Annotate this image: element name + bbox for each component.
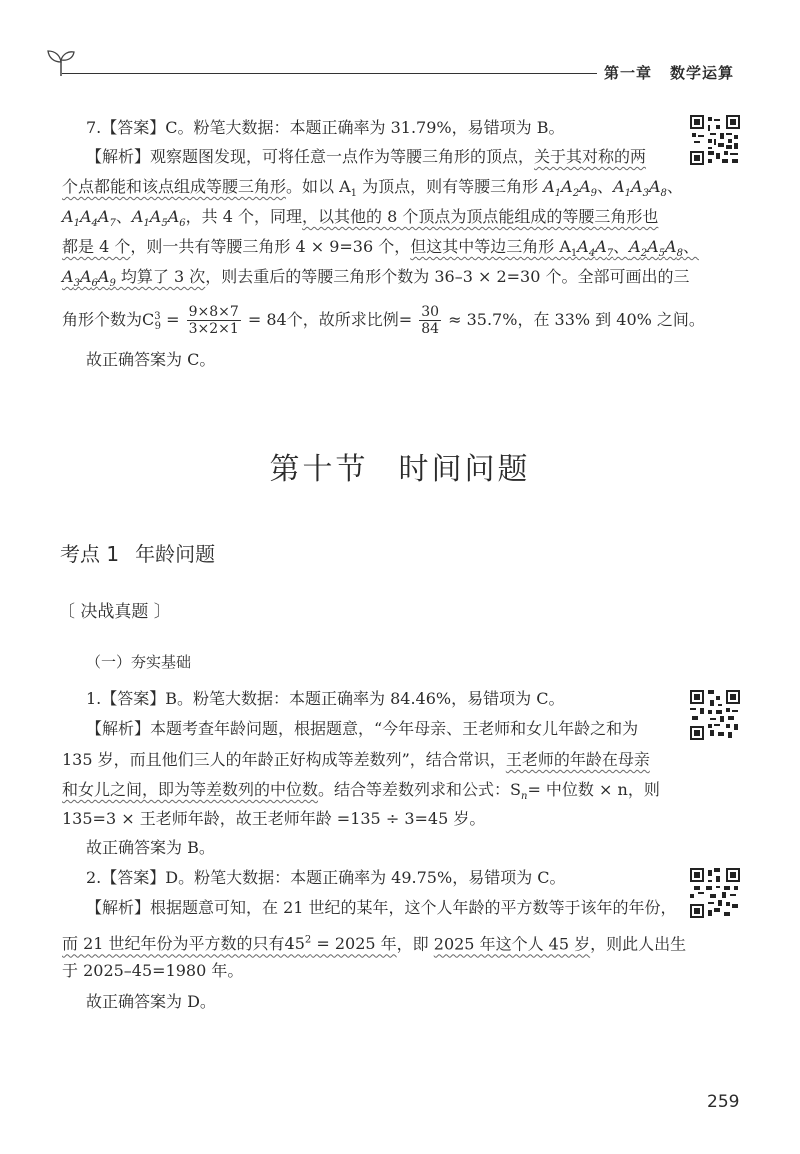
q7-analysis-text: 【解析】观察题图发现，可将任意一点作为等腰三角形的顶点， xyxy=(86,147,535,166)
q7-analysis-line-3: $A_1A_4A_7$、$A_1A_5A_6$，共 4 个，同理，以其他的 8 个顶点为顶点能组成的等腰三角形也 xyxy=(62,207,659,230)
q1-analysis-text: 。结合等差数列求和公式：S xyxy=(318,780,521,799)
chapter-title: 数学运算 xyxy=(670,64,735,82)
q7-analysis-text: ，则一共有等腰三角形 4 × 9=36 个， xyxy=(130,237,411,256)
q7-analysis-text: 。如以 A xyxy=(286,177,351,196)
q1-analysis-emphasis: 王老师的年龄在母亲 xyxy=(505,750,650,769)
q7-analysis-line-1 xyxy=(86,146,646,168)
q1-analysis-line-1: 【解析】本题考查年龄问题，根据题意，“今年母亲、王老师和女儿年龄之和为 xyxy=(86,719,639,738)
q7-analysis-line-2: 个点都能和该点组成等腰三角形。如以 $A_1$ 为顶点，则有等腰三角形 $A_1A_2A_9$、$A_1A_3A_8$、 xyxy=(62,177,683,200)
section-name: 时间问题 xyxy=(398,452,531,487)
combination-text: 角形个数为C xyxy=(62,310,155,329)
section-number: 第十节 xyxy=(269,452,369,487)
q7-answer-line: 7.【答案】C。粉笔大数据：本题正确率为 31.79%，易错项为 B。 xyxy=(86,118,565,137)
q7-analysis-line-4: 都是 4 个，则一共有等腰三角形 4 × 9=36 个，但这其中等边三角形 $A_1A_4A_7$、$A_2A_5A_8$、 xyxy=(62,237,699,260)
real-exam-heading: 〔 决战真题 〕 xyxy=(58,602,171,622)
q2-answer-line: 2.【答案】D。粉笔大数据：本题正确率为 49.75%，易错项为 C。 xyxy=(86,868,566,887)
q2-analysis-text: ，即 xyxy=(396,934,434,954)
q1-conclusion: 故正确答案为 B。 xyxy=(86,838,215,857)
fraction-numerator: 30 xyxy=(421,304,440,320)
sub-heading: （一）夯实基础 xyxy=(86,653,192,671)
q7-analysis-emphasis: 关于其对称的两 xyxy=(534,147,647,166)
fraction-combination xyxy=(187,304,241,337)
q1-analysis-line-3: 和女儿之间，即为等差数列的中位数。结合等差数列求和公式：$S_n=$ 中位数 × n，则 xyxy=(62,780,660,803)
q7-analysis-emphasis: 个点都能和该点组成等腰三角形 xyxy=(62,177,287,196)
qr-code-icon xyxy=(690,115,740,165)
fraction-denominator: 3×2×1 xyxy=(188,321,239,337)
q7-analysis-emphasis: 都是 4 个 xyxy=(62,237,131,256)
chapter-header xyxy=(604,62,734,83)
q1-analysis-text: 135 岁，而且他们三人的年龄正好构成等差数列”，结合常识， xyxy=(62,750,506,769)
q7-analysis-emphasis: 但这其中等边三角形 A xyxy=(410,237,571,256)
q1-answer-line: 1.【答案】B。粉笔大数据：本题正确率为 84.46%，易错项为 C。 xyxy=(86,689,565,708)
q2-analysis-text: ，则此人出生 xyxy=(590,934,687,954)
topic-number: 考点 1 xyxy=(60,542,120,566)
math-var: A xyxy=(62,207,74,226)
fraction-numerator: 9×8×7 xyxy=(188,304,239,320)
equals-sign: = xyxy=(161,310,185,329)
q1-analysis-line-2 xyxy=(62,749,650,771)
q2-analysis-line-1: 【解析】根据题意可知，在 21 世纪的某年，这个人年龄的平方数等于该年的年份， xyxy=(86,898,677,917)
page-number: 259 xyxy=(707,1092,740,1112)
topic-heading xyxy=(60,538,215,567)
section-title xyxy=(0,444,800,488)
q2-conclusion: 故正确答案为 D。 xyxy=(86,992,216,1011)
q1-analysis-emphasis: 和女儿之间，即为等差数列的中位数 xyxy=(62,780,319,799)
q7-analysis-text: = 84个，故所求比例= xyxy=(242,310,418,329)
q1-analysis-line-4: 135=3 × 王老师年龄，故王老师年龄 =135 ÷ 3=45 岁。 xyxy=(62,809,486,828)
q2-analysis-emphasis: 而 21 世纪年份为平方数的只有45 xyxy=(62,934,305,954)
fraction-ratio xyxy=(419,304,441,337)
fraction-denominator: 84 xyxy=(421,321,440,337)
q7-analysis-line-5: $A_3A_6A_9$ 均算了 3 次，则去重后的等腰三角形个数为 36–3 × 2=30 个。全部可画出的三 xyxy=(62,267,690,290)
qr-code-icon xyxy=(690,690,740,740)
qr-code-icon xyxy=(690,868,740,918)
header-rule xyxy=(62,73,597,74)
q7-analysis-text: ≈ 35.7%，在 33% 到 40% 之间。 xyxy=(443,310,705,329)
chapter-number: 第一章 xyxy=(604,64,653,82)
q7-analysis-line-6: 角形个数为$C^3_9$ = $\frac{9\times 8\times 7}{3\times 2\times 1}$ = 84个，故所求比例= $\frac{30}{84}$ ≈ 35.7%，在 33% 到 40% 之间。 xyxy=(62,304,705,337)
q2-analysis-emphasis: = 2025 年 xyxy=(311,934,397,954)
q2-analysis-line-2: 而 21 世纪年份为平方数的只有$45^2 = 2025$ 年，即 2025 年这个人 45 岁，则此人出生 xyxy=(62,934,687,954)
q1-analysis-text: = 中位数 × n，则 xyxy=(527,780,660,799)
q2-analysis-line-3: 于 2025–45=1980 年。 xyxy=(62,961,244,980)
topic-name: 年龄问题 xyxy=(135,542,216,566)
q7-conclusion: 故正确答案为 C。 xyxy=(86,350,216,369)
q7-analysis-text: ，则去重后的等腰三角形个数为 36–3 × 2=30 个。全部可画出的三 xyxy=(205,267,690,286)
q2-analysis-emphasis: 2025 年这个人 45 岁 xyxy=(433,934,591,954)
q7-analysis-emphasis: ，以其他的 8 个顶点为顶点能组成的等腰三角形也 xyxy=(302,207,659,226)
